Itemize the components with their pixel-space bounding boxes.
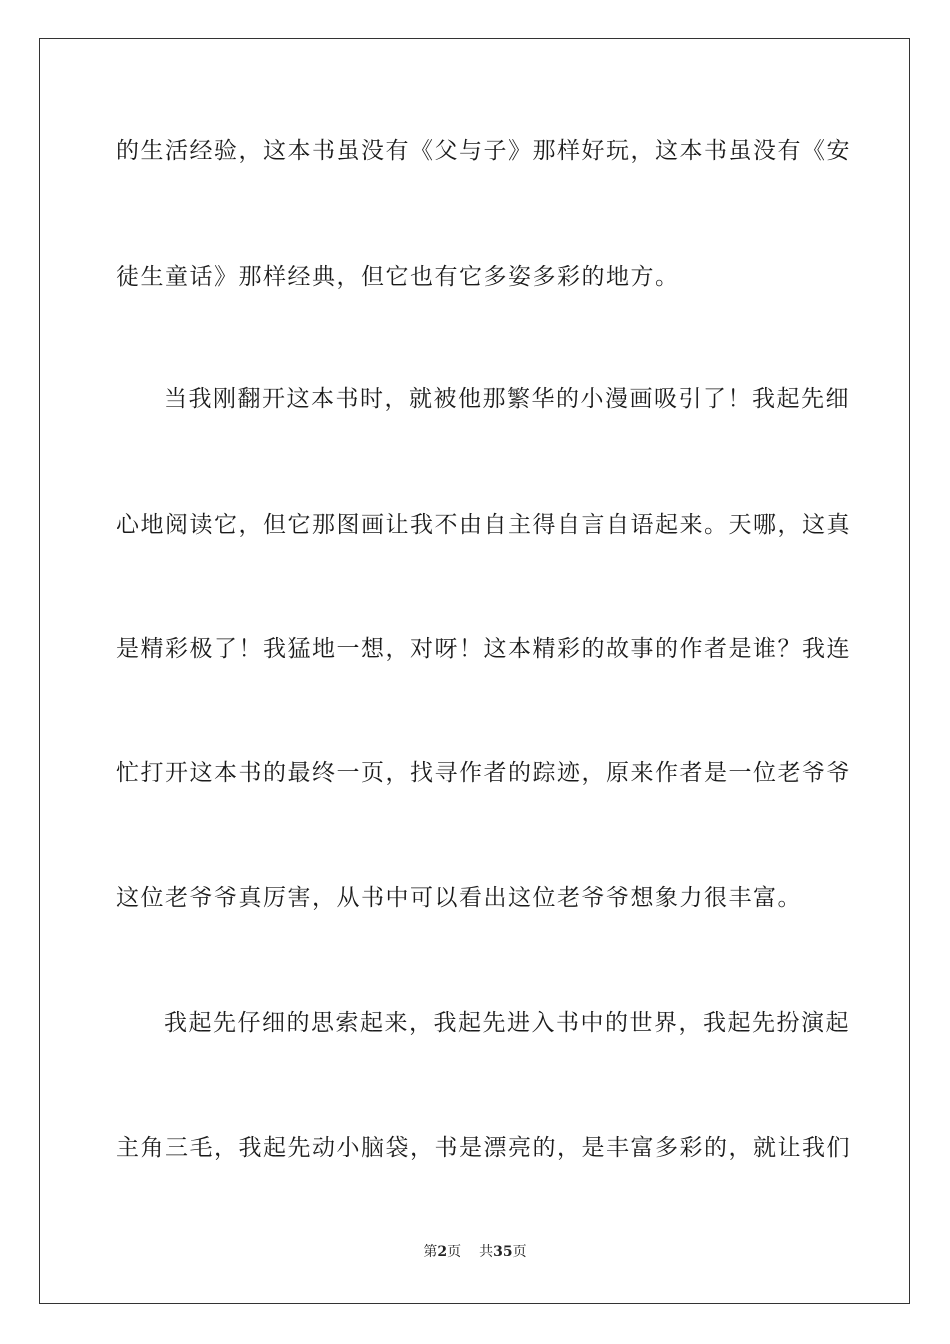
text-line-6: 忙打开这本书的最终一页，找寻作者的踪迹，原来作者是一位老爷爷 <box>116 760 851 786</box>
text-line-7: 这位老爷爷真厉害，从书中可以看出这位老爷爷想象力很丰富。 <box>116 885 802 911</box>
text-line-1: 的生活经验，这本书虽没有《父与子》那样好玩，这本书虽没有《安 <box>116 138 851 164</box>
total-suffix: 页 <box>512 1244 527 1260</box>
page-border <box>39 38 910 1304</box>
page-prefix: 第 <box>423 1244 438 1260</box>
total-prefix: 共 <box>479 1244 494 1260</box>
total-pages: 35 <box>493 1244 513 1260</box>
text-line-2: 徒生童话》那样经典，但它也有它多姿多彩的地方。 <box>116 264 680 290</box>
text-line-8: 我起先仔细的思索起来，我起先进入书中的世界，我起先扮演起 <box>164 1010 850 1036</box>
text-line-4: 心地阅读它，但它那图画让我不由自主得自言自语起来。天哪，这真 <box>116 512 851 538</box>
page-number: 2 <box>437 1244 448 1260</box>
text-line-9: 主角三毛，我起先动小脑袋，书是漂亮的，是丰富多彩的，就让我们 <box>116 1135 851 1161</box>
page-suffix: 页 <box>447 1244 462 1260</box>
text-line-5: 是精彩极了！我猛地一想，对呀！这本精彩的故事的作者是谁？我连 <box>116 636 851 662</box>
text-line-3: 当我刚翻开这本书时，就被他那繁华的小漫画吸引了！我起先细 <box>164 386 850 412</box>
page-footer <box>0 1243 950 1261</box>
